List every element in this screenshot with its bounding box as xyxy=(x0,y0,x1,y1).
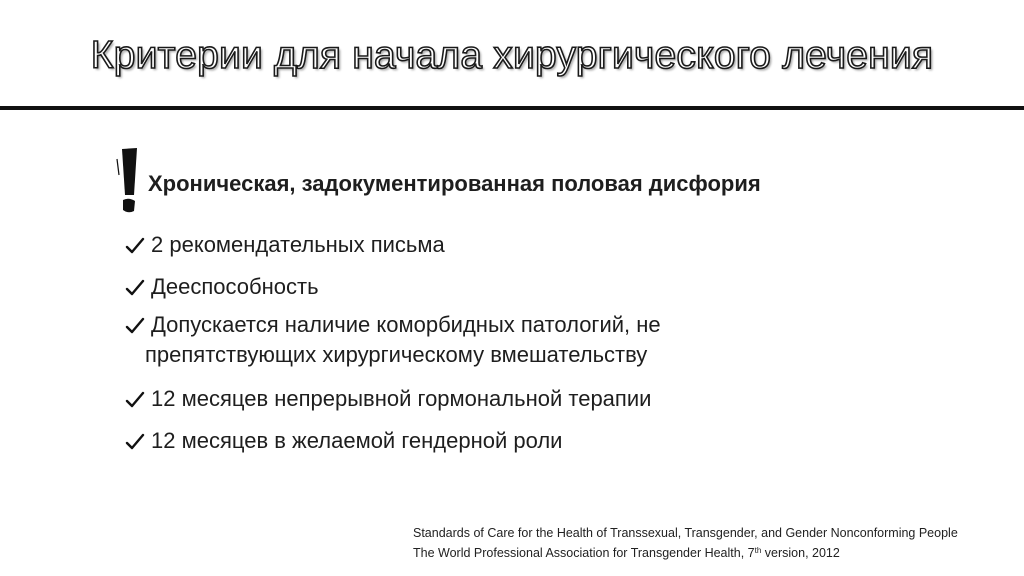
source-line-2-suffix: version, 2012 xyxy=(761,546,840,560)
checkmark-icon xyxy=(125,279,145,297)
list-item-text: 12 месяцев в желаемой гендерной роли xyxy=(151,428,563,453)
checkmark-icon xyxy=(125,433,145,451)
list-item-text: 12 месяцев непрерывной гормональной терапии xyxy=(151,386,652,411)
criteria-list xyxy=(125,230,925,456)
checkmark-icon xyxy=(125,237,145,255)
list-item-text-continuation: препятствующих хирургическому вмешательству xyxy=(145,342,648,367)
source-line-2 xyxy=(413,542,958,562)
list-item xyxy=(125,230,925,260)
list-item xyxy=(125,426,925,456)
source-line-1: Standards of Care for the Health of Transsexual, Transgender, and Gender Nonconforming People xyxy=(413,526,958,540)
list-item-text: Допускается наличие коморбидных патологий, не xyxy=(151,312,661,337)
checkmark-icon xyxy=(125,391,145,409)
list-item xyxy=(125,272,925,302)
exclamation-icon xyxy=(113,145,145,217)
source-line-2-text: The World Professional Association for Transgender Health, 7 xyxy=(413,546,755,560)
list-item xyxy=(125,310,925,370)
source-edition-superscript: th xyxy=(754,546,762,555)
title-divider xyxy=(0,106,1024,110)
slide-title: Критерии для начала хирургического лечения xyxy=(90,34,934,77)
lead-statement: Хроническая, задокументированная половая дисфория xyxy=(148,171,761,196)
list-item xyxy=(125,384,925,414)
list-item-text: 2 рекомендательных письма xyxy=(151,232,445,257)
checkmark-icon xyxy=(125,317,145,335)
source-citation xyxy=(413,525,958,562)
list-item-text: Дееспособность xyxy=(151,274,319,299)
